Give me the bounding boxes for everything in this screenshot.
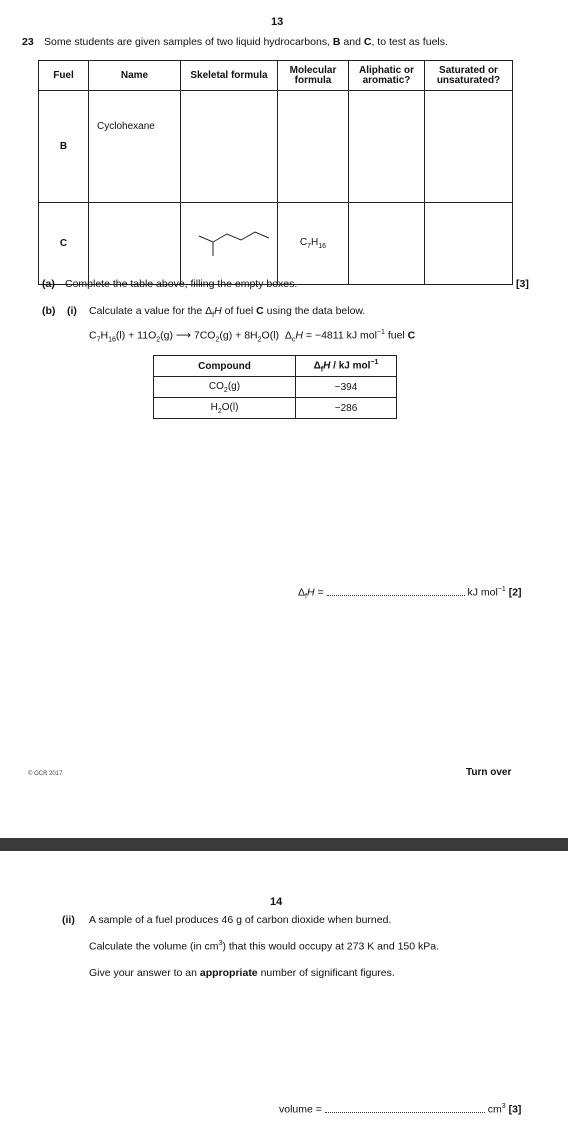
answer-b-i-input[interactable] [327,595,465,596]
delta-symbol: Δ [205,305,213,317]
combustion-equation [89,329,415,344]
header-aliphatic: Aliphatic or aromatic? [349,61,425,91]
eq-part: (g) + 8H [219,329,258,342]
table-row [39,91,513,203]
table-row [154,377,397,398]
formula-sub: 7 [307,243,312,250]
eq-sub: 2 [215,336,220,344]
delta-symbol: Δ [298,586,306,599]
fuel-c-ref: C [256,305,264,317]
delta-symbol: Δ [284,329,292,342]
eq-sub: 16 [108,336,116,344]
text-part: of fuel [221,305,257,317]
fuel-c-name-cell[interactable] [89,203,181,285]
fuel-c-aliphatic-cell[interactable] [349,203,425,285]
text-part: using the data below. [263,305,366,317]
header-name: Name [89,61,181,91]
question-text [44,36,448,48]
header-enthalpy [296,356,397,377]
part-b-i-label: (i) [67,305,77,317]
fuel-b-molecular-cell[interactable] [278,91,349,203]
enthalpy-symbol: H [214,305,222,317]
formula-part: (g) [227,380,241,392]
question-fuel-c: C [363,36,372,48]
part-a-text: Complete the table above, filling the empty boxes. [65,278,298,290]
unit-text: / kJ mol [330,360,371,372]
eq-sub: 2 [156,336,161,344]
part-ii-text-3 [89,967,395,979]
part-ii-label: (ii) [62,914,75,926]
text-part: Calculate the volume (in cm [89,940,219,953]
answer-ii-line [279,1103,521,1116]
unit-text: kJ mol [464,586,498,599]
fuel-b-aliphatic-cell[interactable] [349,91,425,203]
page-number: 13 [271,16,284,28]
formula-sub: 16 [318,243,327,250]
equals-sign: = [314,586,327,599]
page-number: 14 [270,896,283,908]
skeletal-formula-drawing [181,222,278,262]
question-text-part: , to test as fuels. [371,36,448,48]
question-text-part: and [340,36,364,48]
part-b-i-text [89,305,365,319]
eq-part: C [89,329,97,342]
unit-sup: −1 [370,358,379,366]
unit-sup: −1 [376,329,385,336]
header-fuel: Fuel [39,61,89,91]
formula-part: H [311,237,319,248]
eq-part: O(l) [261,329,280,342]
unit-sup: 3 [218,940,223,947]
fuel-c-saturated-cell[interactable] [425,203,513,285]
table-header-row [39,61,513,91]
unit-text: cm [484,1103,502,1116]
exam-page-14 [0,851,568,1128]
page-divider [0,838,568,851]
sub-c: c [291,336,296,344]
question-number: 23 [22,36,34,48]
turn-over: Turn over [466,767,512,778]
fuel-label-b: B [39,91,89,203]
header-saturated: Saturated or unsaturated? [425,61,513,91]
part-a-label: (a) [42,278,55,290]
formula-part: O(l) [221,401,239,413]
fuel-label-c: C [39,203,89,285]
fuel-b-name: Cyclohexane [89,91,181,203]
sub-f: f [320,366,324,374]
emphasis-text: appropriate [199,967,258,979]
formula-part: CO [208,380,224,392]
fuel-c-ref: C [407,329,416,342]
marks: [3] [508,1103,522,1116]
header-molecular: Molecular formula [278,61,349,91]
enthalpy-symbol: H [323,360,331,372]
text-part: number of significant figures. [257,967,395,979]
text-part: Calculate a value for the [89,305,206,317]
formula-sub: 2 [217,407,222,415]
value-h2o: −286 [296,398,397,419]
compound-co2 [154,377,296,398]
header-compound: Compound [154,356,296,377]
answer-b-i-line [298,586,522,601]
enthalpy-symbol: H [306,586,315,599]
answer-label: volume = [279,1103,325,1116]
sub-f: f [305,593,307,601]
reaction-arrow: ⟶ [175,329,191,342]
fuel-c-molecular-formula [278,203,349,285]
eq-sub: 7 [96,336,101,344]
text-part: ) that this would occupy at 273 K and 150 kPa. [222,940,440,953]
unit-sup: 3 [501,1103,506,1110]
enthalpy-table [153,355,397,419]
table-row [154,398,397,419]
formula-part: H [210,401,218,413]
part-b-label: (b) [42,305,56,317]
formula-sub: 2 [223,386,228,394]
eq-part: H [100,329,109,342]
part-a-marks: [3] [516,278,529,290]
part-ii-text-2 [89,940,439,953]
eq-part: (l) + 11O [115,329,157,342]
value-co2: −394 [296,377,397,398]
fuel-b-saturated-cell[interactable] [425,91,513,203]
header-skeletal: Skeletal formula [181,61,278,91]
fuel-b-skeletal-cell[interactable] [181,91,278,203]
unit-sup: −1 [497,586,506,593]
table-header-row [154,356,397,377]
copyright: © OCR 2017 [28,771,63,777]
eq-part: (g) [160,329,176,342]
eq-part: 7CO [190,329,216,342]
part-ii-text-1: A sample of a fuel produces 46 g of carbon dioxide when burned. [89,914,392,926]
marks: [2] [508,586,522,599]
formula-part: C [299,237,308,248]
enthalpy-symbol: H [295,329,303,342]
eq-part: fuel [384,329,408,342]
enthalpy-value: = −4811 kJ mol [302,329,377,342]
question-fuel-b: B [332,36,341,48]
text-part: Give your answer to an [89,967,200,979]
question-text-part: Some students are given samples of two liquid hydrocarbons, [44,36,333,48]
compound-h2o [154,398,296,419]
fuels-table [38,60,513,285]
eq-sub: 2 [257,336,262,344]
fuel-c-skeletal-cell [181,203,278,285]
sub-f: f [212,312,215,320]
delta-symbol: Δ [313,360,321,372]
table-row [39,203,513,285]
volume-answer-input[interactable] [325,1112,485,1113]
